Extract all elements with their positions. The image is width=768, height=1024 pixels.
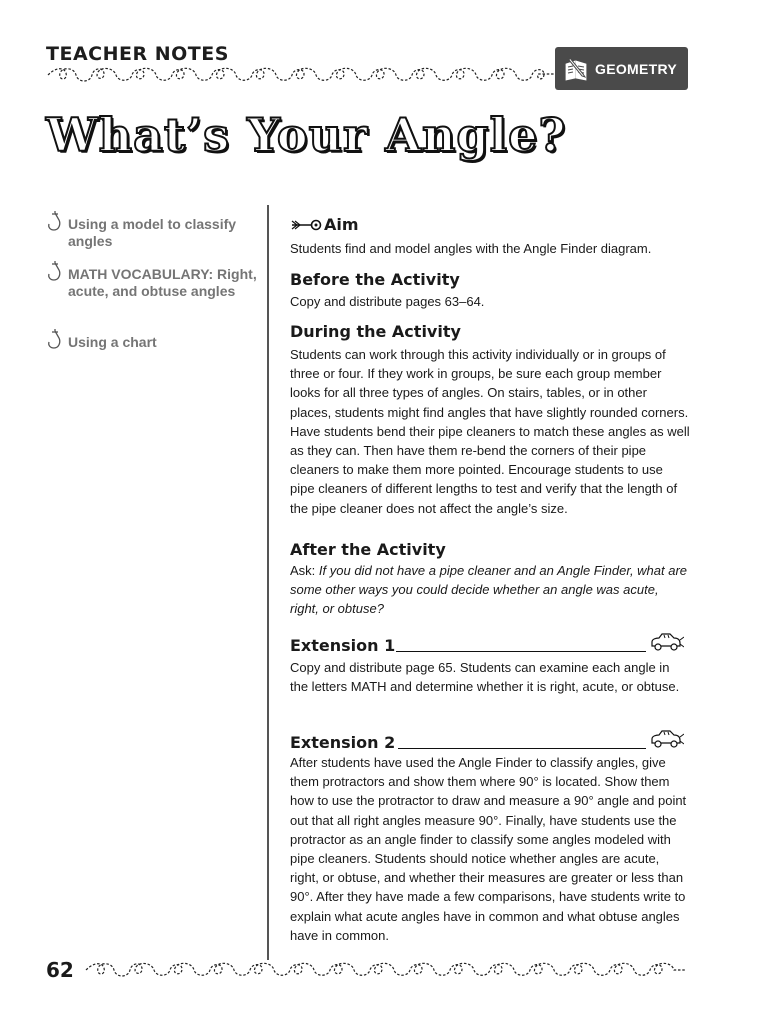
tab-label: GEOMETRY: [595, 60, 677, 77]
hook-icon: [46, 260, 64, 284]
before-text: Copy and distribute pages 63–64.: [290, 294, 485, 309]
sidebar-item-text: Using a chart: [68, 334, 157, 350]
sidebar-vocabulary: [46, 266, 261, 300]
car-icon: [648, 729, 684, 749]
before-heading: Before the Activity: [290, 270, 460, 289]
after-heading: After the Activity: [290, 540, 446, 559]
car-icon: [648, 632, 684, 652]
extension1-heading: Extension 1: [290, 636, 396, 655]
geometry-tab: [555, 47, 688, 90]
sidebar-chart: [46, 334, 261, 351]
extension2-text: After students have used the Angle Finder to classify angles, give them protractors and show them where 90° is located. Show them how to use the protractor to draw and measure a 90° angle and point out that all right angles measure 90°. Finally, have students use the protractor as an angle finder to classify some angles modeled with pipe cleaners. Students should notice whether angles are acute, right, or obtuse, and whether their measures are greater or less than 90°. After they have made a few comparisons, have students write to explain what acute angles have in common and what obtuse angles have in common.: [290, 755, 687, 943]
sidebar-objective: [46, 216, 261, 250]
aim-heading-text: Aim: [324, 215, 359, 234]
loop-border-top: [46, 63, 556, 85]
during-heading: During the Activity: [290, 322, 461, 341]
section-label: TEACHER NOTES: [46, 43, 229, 65]
ask-label: Ask:: [290, 563, 316, 578]
aim-heading: [290, 215, 359, 234]
pencil-book-icon: [561, 54, 591, 84]
during-text: Students can work through this activity individually or in groups of three or four. If they work in groups, be sure each group member looks for all three types of angles. On stairs, tables, or in other places, students might find angles that have slightly rounded corners. Have students bend their pipe cleaners to match these angles as well as they can. Then have them re-bend the corners of their pipe cleaners to make them more pointed. Encourage students to use pipe cleaners of different lengths to test and verify that the length of the pipe cleaner does not affect the angle’s size.: [290, 347, 690, 516]
dart-icon: [290, 216, 322, 234]
loop-border-bottom: [84, 958, 688, 980]
extension2-rule: [398, 748, 646, 749]
column-divider: [267, 205, 269, 960]
hook-icon: [46, 328, 64, 352]
sidebar-item-text: MATH VOCABULARY: Right, acute, and obtuse angles: [68, 266, 257, 299]
extension1-text: Copy and distribute page 65. Students can examine each angle in the letters MATH and determine whether it is right, acute, or obtuse.: [290, 660, 680, 695]
extension2-heading: Extension 2: [290, 733, 396, 752]
ask-question: If you did not have a pipe cleaner and an Angle Finder, what are some other ways you could decide whether an angle was acute, right, or obtuse?: [290, 563, 688, 617]
page-title: What’s Your Angle?: [46, 108, 567, 162]
page-number: 62: [46, 958, 74, 982]
extension1-rule: [396, 651, 646, 652]
aim-text: Students find and model angles with the Angle Finder diagram.: [290, 241, 652, 256]
hook-icon: [46, 210, 64, 234]
sidebar-item-text: Using a model to classify angles: [68, 216, 237, 249]
after-text: [290, 561, 690, 619]
